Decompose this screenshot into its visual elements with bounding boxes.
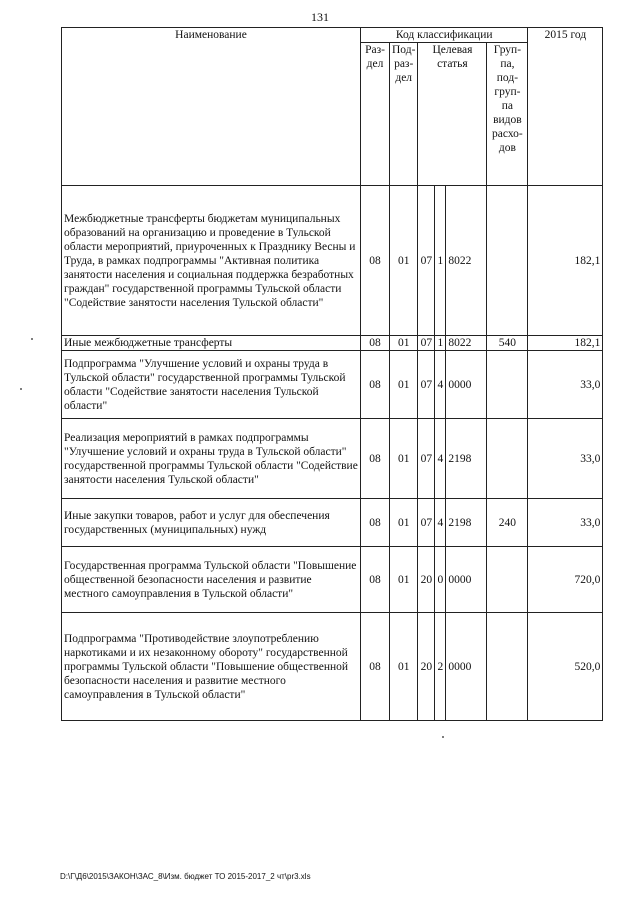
table-row: [62, 336, 603, 351]
header-name: Наименование: [62, 28, 361, 186]
row-expense-group: [487, 419, 528, 499]
table-row: [62, 499, 603, 547]
row-target-subprogram: 1: [435, 186, 446, 336]
row-subsection: 01: [390, 336, 418, 351]
row-target-program: 07: [418, 336, 435, 351]
row-amount: 520,0: [528, 613, 603, 721]
row-amount: 33,0: [528, 351, 603, 419]
file-path-footer: D:\Г\Д6\2015\ЗАКОН\ЗАС_8\Изм. бюджет ТО 2015-2017_2 чт\pr3.xls: [60, 872, 311, 881]
row-expense-group: [487, 547, 528, 613]
row-section: 08: [361, 547, 390, 613]
scan-speck: [442, 736, 444, 738]
table-row: [62, 351, 603, 419]
scan-speck: [20, 388, 22, 390]
row-amount: 182,1: [528, 186, 603, 336]
scan-speck: [31, 338, 33, 340]
row-target-subprogram: 0: [435, 547, 446, 613]
row-target-subprogram: 1: [435, 336, 446, 351]
header-subsection: Под- раз- дел: [390, 43, 418, 186]
row-subsection: 01: [390, 351, 418, 419]
row-section: 08: [361, 419, 390, 499]
row-amount: 33,0: [528, 499, 603, 547]
table-row: [62, 613, 603, 721]
row-target-direction: 8022: [446, 186, 487, 336]
row-name: Реализация мероприятий в рамках подпрограммы "Улучшение условий и охраны труда в Тульской области" государственной программы Тульской области "Содействие занятости населения Тульской области": [62, 419, 361, 499]
row-subsection: 01: [390, 499, 418, 547]
row-name: Подпрограмма "Противодействие злоупотреблению наркотиками и их незаконному обороту" государственной программы Тульской области "Повышение общественной безопасности населения и развитие местного самоуправления в Тульской области": [62, 613, 361, 721]
row-name: Межбюджетные трансферты бюджетам муниципальных образований на организацию и проведение в Тульской области мероприятий, приуроченных к Празднику Весны и Труда, в рамках подпрограммы "Активная политика занятости населения и социальная поддержка безработных граждан" государственной программы Тульской области "Содействие занятости населения Тульской области": [62, 186, 361, 336]
row-section: 08: [361, 499, 390, 547]
row-target-program: 20: [418, 613, 435, 721]
table-body: [62, 186, 603, 721]
row-target-program: 07: [418, 419, 435, 499]
row-amount: 720,0: [528, 547, 603, 613]
row-section: 08: [361, 336, 390, 351]
row-target-direction: 2198: [446, 419, 487, 499]
row-subsection: 01: [390, 186, 418, 336]
row-name: Иные закупки товаров, работ и услуг для обеспечения государственных (муниципальных) нужд: [62, 499, 361, 547]
row-target-program: 07: [418, 186, 435, 336]
row-target-direction: 0000: [446, 351, 487, 419]
row-name: Иные межбюджетные трансферты: [62, 336, 361, 351]
row-subsection: 01: [390, 613, 418, 721]
row-target-direction: 0000: [446, 547, 487, 613]
row-section: 08: [361, 613, 390, 721]
header-expense-group: Груп- па, под- груп- па видов расхо- дов: [487, 43, 528, 186]
table-row: [62, 419, 603, 499]
row-subsection: 01: [390, 547, 418, 613]
row-expense-group: 540: [487, 336, 528, 351]
row-target-subprogram: 4: [435, 499, 446, 547]
row-expense-group: 240: [487, 499, 528, 547]
row-target-program: 20: [418, 547, 435, 613]
table-row: [62, 547, 603, 613]
budget-table: [61, 27, 603, 721]
row-amount: 182,1: [528, 336, 603, 351]
table-row: [62, 186, 603, 336]
page-number: 131: [311, 10, 329, 24]
row-expense-group: [487, 351, 528, 419]
row-target-program: 07: [418, 351, 435, 419]
row-subsection: 01: [390, 419, 418, 499]
row-amount: 33,0: [528, 419, 603, 499]
row-target-subprogram: 4: [435, 419, 446, 499]
row-target-subprogram: 4: [435, 351, 446, 419]
row-target-direction: 2198: [446, 499, 487, 547]
row-name: Подпрограмма "Улучшение условий и охраны труда в Тульской области" государственной программы Тульской области "Содействие занятости населения Тульской области": [62, 351, 361, 419]
row-target-direction: 8022: [446, 336, 487, 351]
row-target-direction: 0000: [446, 613, 487, 721]
row-name: Государственная программа Тульской области "Повышение общественной безопасности населения и развитие местного самоуправления в Тульской области": [62, 547, 361, 613]
header-code-group: Код классификации: [361, 28, 528, 43]
row-target-program: 07: [418, 499, 435, 547]
row-target-subprogram: 2: [435, 613, 446, 721]
header-section: Раз- дел: [361, 43, 390, 186]
row-section: 08: [361, 351, 390, 419]
row-expense-group: [487, 613, 528, 721]
header-year: 2015 год: [528, 28, 603, 186]
row-section: 08: [361, 186, 390, 336]
row-expense-group: [487, 186, 528, 336]
header-target: Целевая статья: [418, 43, 487, 186]
